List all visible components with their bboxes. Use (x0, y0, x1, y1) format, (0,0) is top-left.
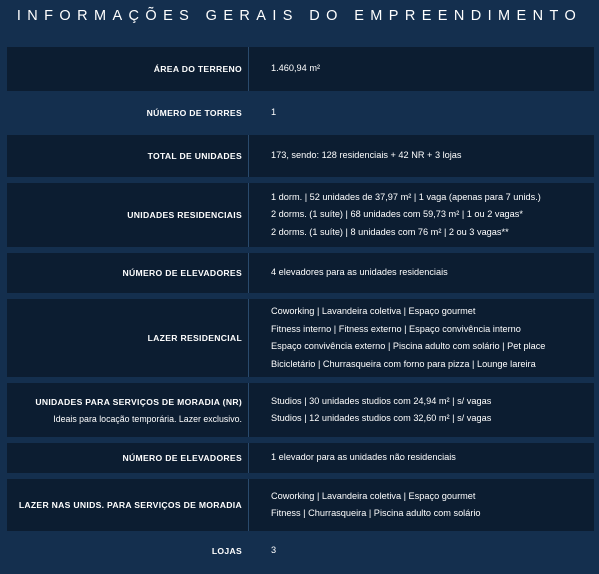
value-line: 173, sendo: 128 residenciais + 42 NR + 3 lojas (271, 150, 462, 161)
row-value (249, 147, 594, 165)
row-value (249, 189, 594, 242)
table-row-unidades-residenciais (7, 183, 594, 247)
row-value (249, 449, 594, 467)
row-sublabel: Ideais para locação temporária. Lazer exclusivo. (53, 413, 242, 424)
row-label: LAZER NAS UNIDS. PARA SERVIÇOS DE MORADIA (18, 500, 242, 510)
value-line: Fitness | Churrasqueira | Piscina adulto com solário (271, 508, 481, 518)
row-value (249, 488, 594, 523)
value-line: 1 elevador para as unidades não residenciais (271, 452, 456, 463)
row-value (249, 542, 594, 560)
page-title: INFORMAÇÕES GERAIS DO EMPREENDIMENTO (16, 8, 583, 24)
table-row-unidades-nr (7, 383, 594, 437)
row-value (249, 104, 594, 122)
table-row-lazer-nr (7, 479, 594, 531)
row-label: NÚMERO DE TORRES (146, 108, 242, 118)
row-label: LAZER RESIDENCIAL (147, 333, 242, 343)
value-line: 3 (271, 545, 277, 556)
value-line: 2 dorms. (1 suíte) | 8 unidades com 76 m² | 2 ou 3 vagas** (271, 226, 509, 237)
row-label: UNIDADES RESIDENCIAIS (127, 210, 242, 220)
value-line: Fitness interno | Fitness externo | Espaço convivência interno (271, 323, 521, 334)
row-label: TOTAL DE UNIDADES (147, 151, 242, 161)
info-table (7, 47, 594, 571)
table-row-numero-torres (7, 97, 594, 129)
table-row-numero-elevadores-nr (7, 443, 594, 473)
table-row-lojas (7, 537, 594, 565)
value-line: 2 dorms. (1 suíte) | 68 unidades com 59,73 m² | 1 ou 2 vagas* (271, 209, 523, 220)
row-label (7, 395, 248, 426)
row-label: NÚMERO DE ELEVADORES (122, 268, 242, 278)
row-value (249, 393, 594, 428)
value-line: Studios | 30 unidades studios com 24,94 m² | s/ vagas (271, 395, 492, 406)
table-row-lazer-residencial (7, 299, 594, 377)
value-line: Espaço convivência externo | Piscina adulto com solário | Pet place (271, 341, 546, 351)
row-label-main: UNIDADES PARA SERVIÇOS DE MORADIA (NR) (35, 396, 242, 407)
value-line: Studios | 12 unidades studios com 32,60 m² | s/ vagas (271, 413, 492, 423)
value-line: Coworking | Lavandeira coletiva | Espaço gourmet (271, 490, 476, 501)
table-row-area-terreno (7, 47, 594, 91)
table-row-total-unidades (7, 135, 594, 177)
value-line: 1 (271, 107, 277, 118)
value-line: Bicicletário | Churrasqueira com forno para pizza | Lounge lareira (271, 358, 536, 369)
row-label: LOJAS (211, 546, 242, 556)
row-value (249, 264, 594, 282)
value-line: 1 dorm. | 52 unidades de 37,97 m² | 1 vaga (apenas para 7 unids.) (271, 191, 541, 202)
table-row-numero-elevadores-res (7, 253, 594, 293)
row-value (249, 60, 594, 78)
row-value (249, 303, 594, 373)
row-label: NÚMERO DE ELEVADORES (122, 453, 242, 463)
row-label: ÁREA DO TERRENO (153, 64, 242, 74)
value-line: 4 elevadores para as unidades residenciais (271, 267, 448, 278)
value-line: 1.460,94 m² (271, 63, 321, 74)
value-line: Coworking | Lavandeira coletiva | Espaço gourmet (271, 306, 476, 316)
